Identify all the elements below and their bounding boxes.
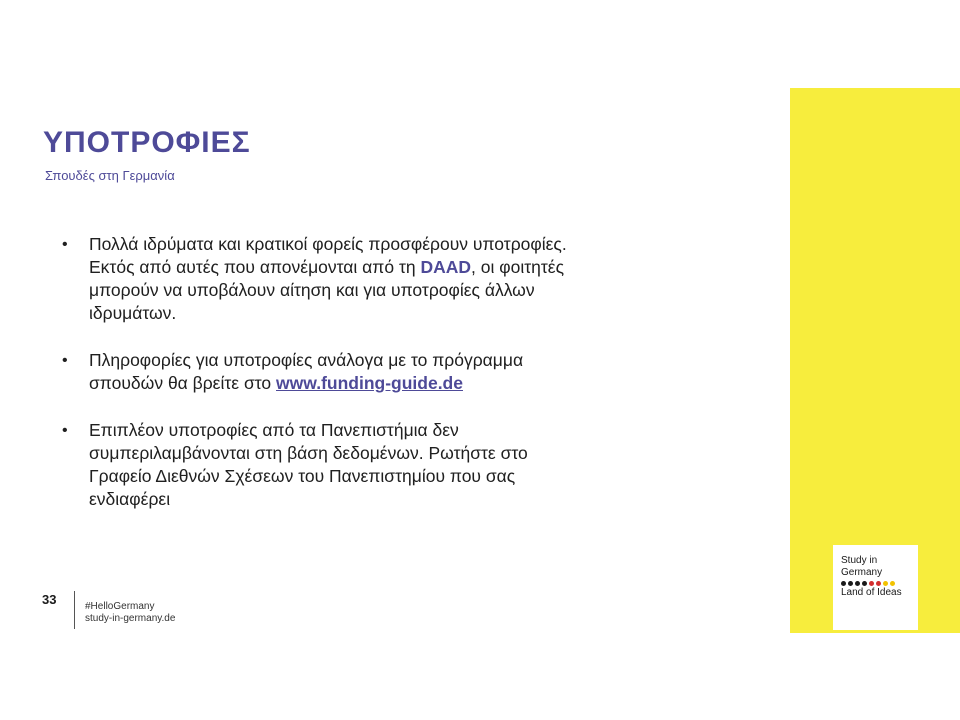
bullet-text: Πληροφορίες για υποτροφίες ανάλογα με το πρόγραμμα σπουδών θα βρείτε στο bbox=[89, 350, 524, 393]
logo-dot bbox=[855, 581, 860, 586]
bullet-list bbox=[62, 233, 572, 535]
logo-line-2: Germany bbox=[841, 567, 883, 578]
bullet-marker: • bbox=[62, 422, 68, 439]
bullet-text: , οι φοιτητές μπορούν να υποβάλουν αίτηση και για υποτροφίες άλλων ιδρυμάτων. bbox=[89, 257, 564, 323]
footer-divider bbox=[74, 591, 75, 629]
bullet-marker: • bbox=[62, 352, 68, 369]
bullet-item bbox=[62, 419, 572, 511]
logo-dot bbox=[883, 581, 888, 586]
logo-line-3: Land of Ideas bbox=[841, 587, 902, 598]
footer-hashtag: #HelloGermany bbox=[85, 601, 155, 612]
bullet-text: Πολλά ιδρύματα και κρατικοί φορείς προσφέρουν υποτροφίες. Εκτός από αυτές που απονέμονται από τη bbox=[89, 234, 567, 277]
logo-dot bbox=[841, 581, 846, 586]
bullet-marker: • bbox=[62, 236, 68, 253]
slide-title: ΥΠΟΤΡΟΦΙΕΣ bbox=[43, 126, 251, 159]
funding-guide-link[interactable]: www.funding-guide.de bbox=[276, 373, 463, 393]
logo-dot bbox=[876, 581, 881, 586]
logo-dot bbox=[862, 581, 867, 586]
bullet-text: Επιπλέον υποτροφίες από τα Πανεπιστήμια δεν συμπεριλαμβάνονται στη βάση δεδομένων. Ρωτήστε στο Γραφείο Διεθνών Σχέσεων του Πανεπιστημίου που σας ενδιαφέρει bbox=[89, 420, 528, 509]
logo-dot bbox=[890, 581, 895, 586]
logo-dots bbox=[841, 581, 910, 586]
study-in-germany-logo bbox=[833, 545, 918, 630]
bullet-item bbox=[62, 349, 572, 395]
daad-term: DAAD bbox=[420, 257, 472, 277]
logo-dot bbox=[869, 581, 874, 586]
bullet-item bbox=[62, 233, 572, 325]
slide bbox=[0, 88, 960, 633]
logo-dot bbox=[848, 581, 853, 586]
logo-line-1: Study in bbox=[841, 555, 878, 566]
footer-text bbox=[85, 601, 175, 625]
footer-website: study-in-germany.de bbox=[85, 613, 176, 624]
page-number: 33 bbox=[42, 592, 57, 607]
slide-subtitle: Σπουδές στη Γερμανία bbox=[45, 168, 175, 183]
